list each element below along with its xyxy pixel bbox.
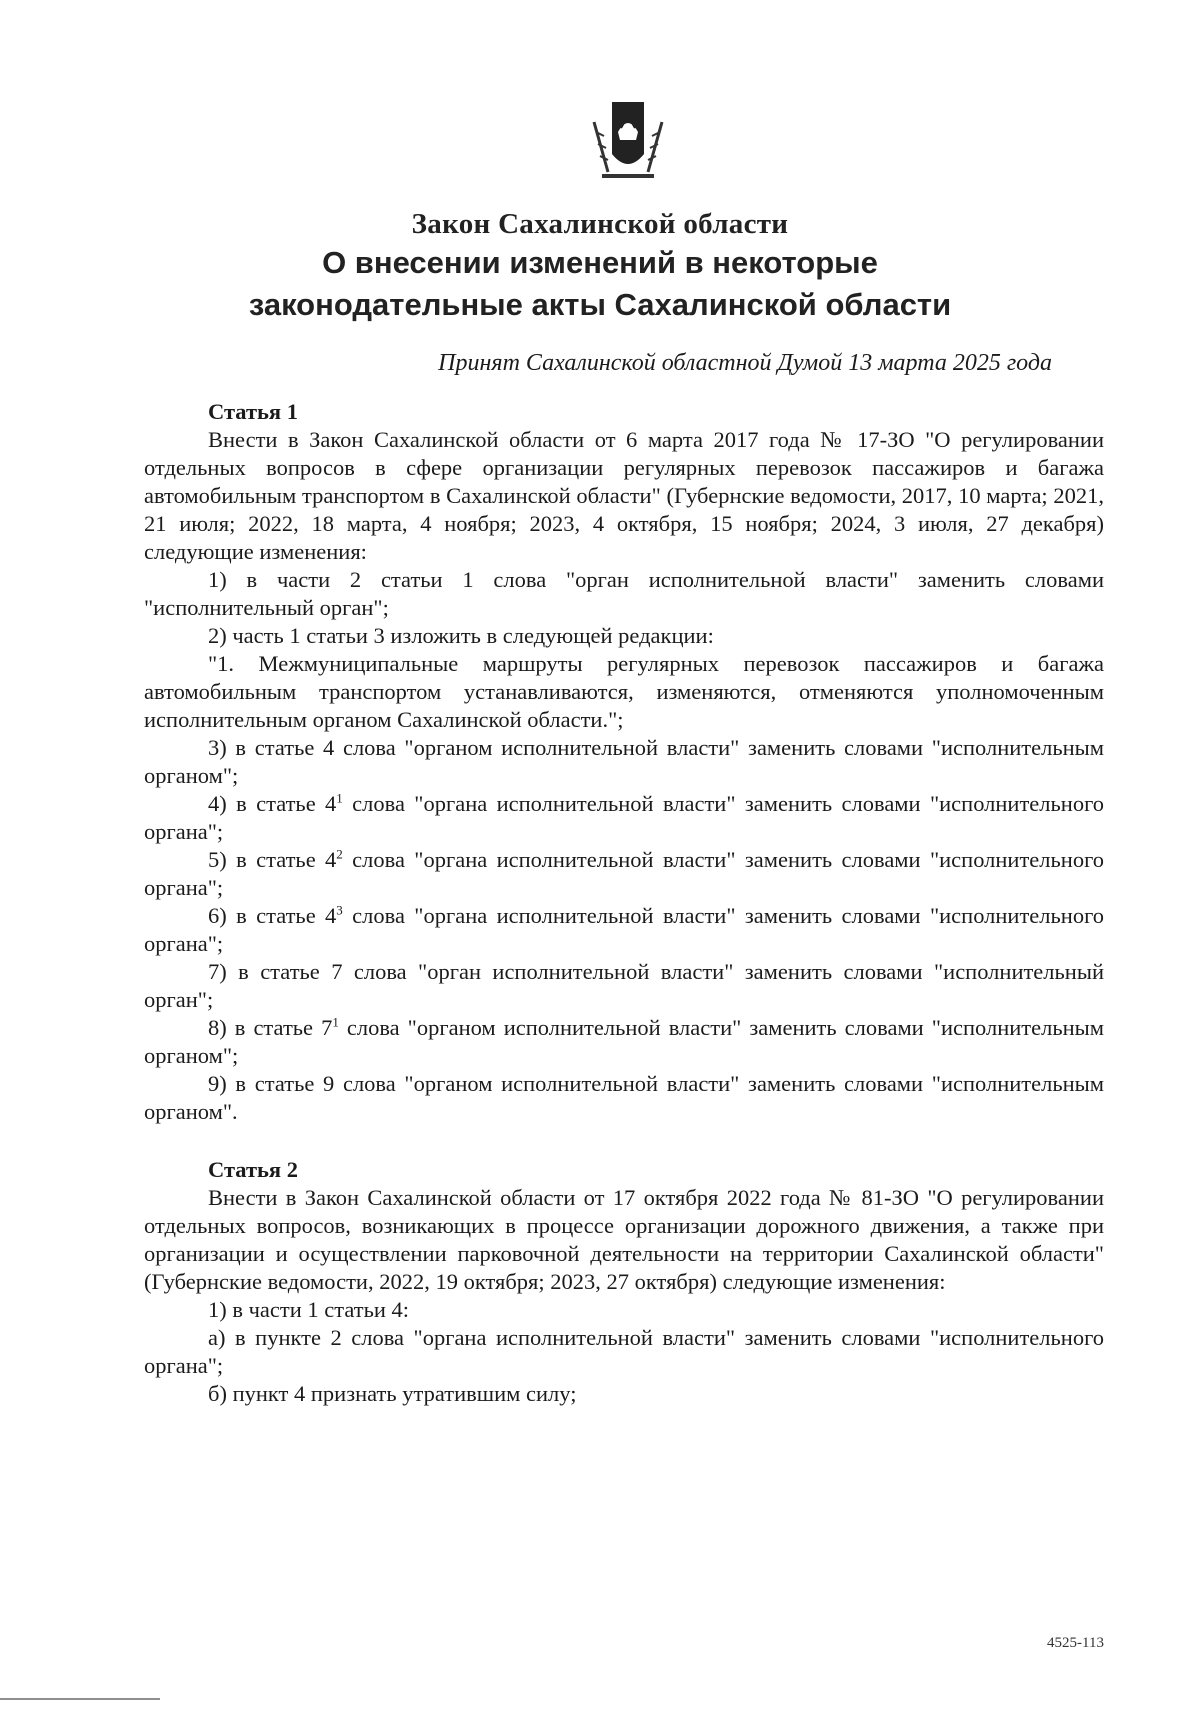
section-spacer <box>144 1126 1104 1156</box>
item-8-text-post: слова "органом исполнительной власти" заменить словами "исполнительным органом"; <box>144 1015 1104 1068</box>
article-1-intro: Внести в Закон Сахалинской области от 6 марта 2017 года № 17-ЗО "О регулировании отдельных вопросов в сфере организации регулярных перевозок пассажиров и багажа автомобильным транспортом в Сахалинской области" (Губернские ведомости, 2017, 10 марта; 2021, 21 июля; 2022, 18 марта, 4 ноября; 2023, 4 октября, 15 ноября; 2024, 3 июля, 27 декабря) следующие изменения: <box>144 427 1104 564</box>
article-1-item-4 <box>144 790 1104 846</box>
document-code: 4525-113 <box>1047 1635 1104 1651</box>
scan-artifact-line <box>0 1698 160 1700</box>
article-1-heading: Статья 1 <box>208 399 298 424</box>
article-1-item-6 <box>144 902 1104 958</box>
article-1-item-9: 9) в статье 9 слова "органом исполнительной власти" заменить словами "исполнительным органом". <box>144 1071 1104 1124</box>
item-8-superscript: 1 <box>332 1014 339 1030</box>
article-2-item-1b: б) пункт 4 признать утратившим силу; <box>208 1381 577 1406</box>
article-1-item-2-quote: "1. Межмуниципальные маршруты регулярных перевозок пассажиров и багажа автомобильным транспортом устанавливаются, изменяются, отменяются уполномоченным исполнительным органом Сахалинской области."; <box>144 651 1104 732</box>
adoption-note: Принят Сахалинской областной Думой 13 марта 2025 года <box>438 350 1052 376</box>
article-2-item-1a: а) в пункте 2 слова "органа исполнительной власти" заменить словами "исполнительного органа"; <box>144 1325 1104 1378</box>
law-body <box>144 398 1104 1408</box>
item-5-text-pre: 5) в статье 4 <box>208 847 337 872</box>
coat-of-arms-emblem <box>588 92 668 182</box>
item-5-text-post: слова "органа исполнительной власти" заменить словами "исполнительного органа"; <box>144 847 1104 900</box>
item-8-text-pre: 8) в статье 7 <box>208 1015 333 1040</box>
article-1-item-1: 1) в части 2 статьи 1 слова "орган исполнительной власти" заменить словами "исполнительный орган"; <box>144 567 1104 620</box>
article-2-intro: Внести в Закон Сахалинской области от 17 октября 2022 года № 81-ЗО "О регулировании отдельных вопросов, возникающих в процессе организации дорожного движения, а также при организации и осуществлении парковочной деятельности на территории Сахалинской области" (Губернские ведомости, 2022, 19 октября; 2023, 27 октября) следующие изменения: <box>144 1185 1104 1294</box>
article-1-item-5 <box>144 846 1104 902</box>
article-1-item-7: 7) в статье 7 слова "орган исполнительной власти" заменить словами "исполнительный орган"; <box>144 959 1104 1012</box>
article-1-item-8 <box>144 1014 1104 1070</box>
article-2-heading: Статья 2 <box>208 1157 298 1182</box>
law-title: Закон Сахалинской области <box>411 208 789 240</box>
article-1-item-3: 3) в статье 4 слова "органом исполнительной власти" заменить словами "исполнительным органом"; <box>144 735 1104 788</box>
item-4-superscript: 1 <box>336 790 343 806</box>
item-4-text-pre: 4) в статье 4 <box>208 791 337 816</box>
article-1-item-2: 2) часть 1 статьи 3 изложить в следующей редакции: <box>208 623 714 648</box>
item-6-text-pre: 6) в статье 4 <box>208 903 337 928</box>
law-subtitle-line2: законодательные акты Сахалинской области <box>248 287 952 322</box>
article-2-item-1: 1) в части 1 статьи 4: <box>208 1297 410 1322</box>
item-6-superscript: 3 <box>336 902 343 918</box>
item-6-text-post: слова "органа исполнительной власти" заменить словами "исполнительного органа"; <box>144 903 1104 956</box>
item-5-superscript: 2 <box>336 846 343 862</box>
item-4-text-post: слова "органа исполнительной власти" заменить словами "исполнительного органа"; <box>144 791 1104 844</box>
law-subtitle-line1: О внесении изменений в некоторые <box>322 245 878 280</box>
